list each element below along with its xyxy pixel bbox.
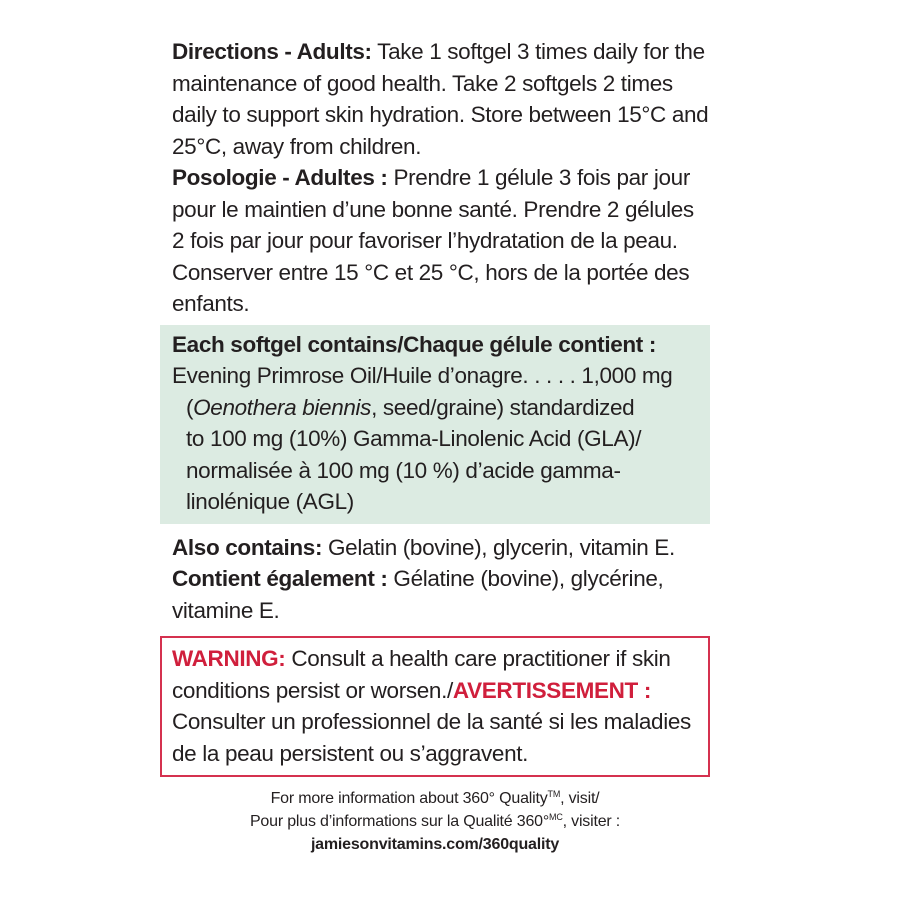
footer-line-french-text: Pour plus d’informations sur la Qualité 360° xyxy=(249,813,550,830)
ingredient-line: Evening Primrose Oil/Huile d’onagre. . . . . 1,000 mg xyxy=(172,363,673,388)
footer-line-english-end: , visit/ xyxy=(560,790,600,807)
footer-line-french-end: , visiter : xyxy=(562,813,621,830)
warning-english-text: Consult a health care practitioner if skin conditions persist or worsen./ xyxy=(172,646,671,703)
certification-mark: MC xyxy=(549,812,563,822)
warning-french-text: Consulter un professionnel de la santé si les maladies de la peau persistent ou s’aggravent. xyxy=(172,709,691,766)
ingredient-source-open: ( xyxy=(186,394,194,420)
latin-name: Oenothera biennis xyxy=(193,394,372,420)
directions-french-heading: Posologie - Adultes : xyxy=(172,165,388,190)
warning-text xyxy=(172,643,698,769)
also-contains-english-heading: Also contains: xyxy=(172,534,323,560)
contents-heading: Each softgel contains/Chaque gélule contient : xyxy=(172,331,656,357)
footer-line-english-text: For more information about 360° Quality xyxy=(270,790,548,807)
also-contains-english-text: Gelatin (bovine), glycerin, vitamin E. xyxy=(322,534,675,560)
also-contains-english xyxy=(172,532,710,564)
footer-line-french xyxy=(160,810,710,833)
warning-french-heading: AVERTISSEMENT : xyxy=(452,677,651,703)
trademark-mark: TM xyxy=(547,789,561,799)
footer-line-english xyxy=(160,787,710,810)
contents-box xyxy=(160,325,710,524)
footer-url: jamiesonvitamins.com/360quality xyxy=(310,836,560,853)
footer-info xyxy=(160,787,710,856)
directions-english xyxy=(172,36,710,162)
directions-section xyxy=(160,36,710,320)
warning-english-heading: WARNING: xyxy=(172,646,286,671)
warning-box xyxy=(160,636,710,777)
ingredient-standardization: to 100 mg (10%) Gamma-Linolenic Acid (GLA)/ normalisée à 100 mg (10 %) d’acide gamma-linolénique (AGL) xyxy=(186,426,642,514)
directions-english-text: Take 1 softgel 3 times daily for the maintenance of good health. Take 2 softgels 2 times daily to support skin hydration. Store between 15°C and 25°C, away from children. xyxy=(172,39,709,159)
ingredient-source-text: , seed/graine) standardized xyxy=(371,394,635,420)
also-contains-french xyxy=(172,563,710,626)
directions-french xyxy=(172,162,710,320)
directions-english-heading: Directions - Adults: xyxy=(172,39,372,64)
also-contains-section xyxy=(160,532,710,627)
ingredient-source xyxy=(172,392,698,424)
directions-french-text: Prendre 1 gélule 3 fois par jour pour le maintien d’une bonne santé. Prendre 2 gélules 2 fois par jour pour favoriser l’hydratation de la peau. Conserver entre 15 °C et 25 °C, hors de la portée des enfants. xyxy=(172,165,694,316)
also-contains-french-heading: Contient également : xyxy=(172,566,388,591)
product-label xyxy=(160,36,710,856)
also-contains-french-text: Gélatine (bovine), glycérine, vitamine E. xyxy=(172,566,664,623)
